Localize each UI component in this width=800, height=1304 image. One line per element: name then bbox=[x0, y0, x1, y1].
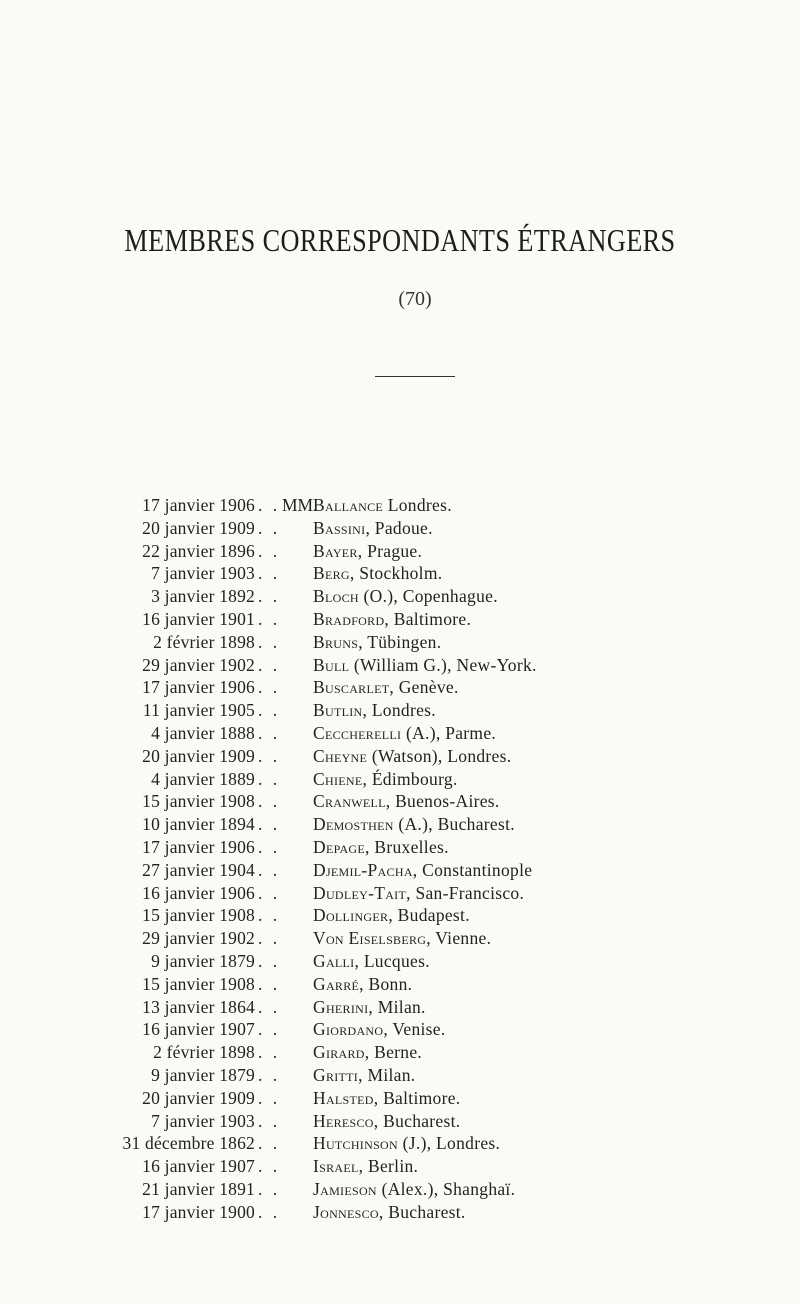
member-location: , San-Francisco. bbox=[406, 882, 525, 903]
member-entry bbox=[313, 1087, 460, 1110]
member-entry bbox=[313, 768, 458, 791]
member-entry bbox=[313, 699, 436, 722]
member-location: , Genève. bbox=[389, 677, 459, 698]
member-date: 7 janvier 1903 bbox=[151, 563, 255, 584]
member-entry bbox=[313, 562, 442, 585]
member-surname: Cranwell bbox=[313, 791, 386, 812]
member-entry bbox=[313, 859, 532, 882]
member-date: 10 janvier 1894 bbox=[142, 814, 255, 835]
member-surname: Ceccherelli bbox=[313, 722, 402, 743]
member-location: , Bruxelles. bbox=[365, 836, 449, 857]
member-surname: Girard bbox=[313, 1042, 365, 1063]
leader-dots: . . bbox=[258, 540, 281, 561]
member-date: 3 janvier 1892 bbox=[151, 586, 255, 607]
leader-dots: . . bbox=[258, 1042, 281, 1063]
member-location: , Bucharest. bbox=[373, 1110, 461, 1131]
member-surname: Berg bbox=[313, 563, 350, 584]
member-location: (O.), Copenhague. bbox=[358, 586, 498, 607]
leader-dots: . . bbox=[258, 1156, 281, 1177]
leader-dots: . . bbox=[258, 563, 281, 584]
list-item bbox=[0, 973, 800, 996]
member-date: 17 janvier 1900 bbox=[142, 1201, 255, 1222]
member-entry bbox=[313, 1041, 422, 1064]
member-surname: Dollinger bbox=[313, 905, 389, 926]
member-date: 16 janvier 1907 bbox=[142, 1156, 255, 1177]
leader-dots: . . bbox=[258, 882, 281, 903]
member-date: 4 janvier 1889 bbox=[151, 768, 255, 789]
member-surname: Demosthen bbox=[313, 814, 394, 835]
member-location: , Milan. bbox=[368, 996, 426, 1017]
list-item bbox=[0, 1155, 800, 1178]
list-item bbox=[0, 1018, 800, 1041]
member-location: , Lucques. bbox=[354, 950, 430, 971]
member-date: 20 janvier 1909 bbox=[142, 1087, 255, 1108]
leader-dots: . . bbox=[258, 814, 281, 835]
member-entry bbox=[313, 790, 500, 813]
member-entry bbox=[313, 1178, 515, 1201]
leader-dots: . . bbox=[258, 973, 281, 994]
leader-dots: . . bbox=[258, 1178, 281, 1199]
leader-dots: . . bbox=[258, 608, 281, 629]
list-item bbox=[0, 494, 800, 517]
member-surname: Ballance bbox=[313, 495, 384, 515]
member-location: , Berlin. bbox=[358, 1156, 419, 1177]
member-surname: Bloch bbox=[313, 586, 359, 607]
member-surname: Bruns bbox=[313, 631, 359, 652]
list-item bbox=[0, 927, 800, 950]
member-surname: Chiene bbox=[313, 768, 363, 789]
leader-dots: . . bbox=[258, 745, 281, 766]
member-location: (Alex.), Shanghaï. bbox=[376, 1178, 516, 1199]
member-date: 16 janvier 1901 bbox=[142, 608, 255, 629]
member-entry bbox=[313, 927, 491, 950]
member-surname: Jamieson bbox=[313, 1178, 377, 1199]
list-item bbox=[0, 654, 800, 677]
member-surname: Garré bbox=[313, 973, 360, 994]
list-item bbox=[0, 996, 800, 1019]
leader-dots: . . bbox=[258, 950, 281, 971]
member-entry bbox=[313, 745, 511, 768]
member-surname: Galli bbox=[313, 950, 355, 971]
member-surname: Butlin bbox=[313, 700, 363, 721]
member-date: 15 janvier 1908 bbox=[142, 905, 255, 926]
list-item bbox=[0, 790, 800, 813]
list-item bbox=[0, 585, 800, 608]
member-date: 16 janvier 1906 bbox=[142, 882, 255, 903]
member-location: , Berne. bbox=[364, 1042, 423, 1063]
list-item bbox=[0, 1110, 800, 1133]
list-item bbox=[0, 1132, 800, 1155]
member-date: 15 janvier 1908 bbox=[142, 791, 255, 812]
member-date: 17 janvier 1906 bbox=[142, 677, 255, 698]
member-surname: Heresco bbox=[313, 1110, 374, 1131]
member-date: 29 janvier 1902 bbox=[142, 928, 255, 949]
member-surname: Bull bbox=[313, 654, 350, 675]
list-item bbox=[0, 1064, 800, 1087]
list-item bbox=[0, 859, 800, 882]
leader-dots: . . bbox=[258, 996, 281, 1017]
member-location: , Constantinople bbox=[412, 859, 533, 880]
member-entry bbox=[313, 973, 412, 996]
member-entry bbox=[313, 654, 537, 677]
member-entry bbox=[313, 1155, 418, 1178]
member-date: 2 février 1898 bbox=[153, 1042, 255, 1063]
member-date: 22 janvier 1896 bbox=[142, 540, 255, 561]
member-location: (A.), Parme. bbox=[401, 722, 497, 743]
member-surname: Djemil-Pacha bbox=[313, 859, 413, 880]
member-location: , Édimbourg. bbox=[362, 768, 458, 789]
member-location: (A.), Bucharest. bbox=[393, 814, 515, 835]
member-surname: Cheyne bbox=[313, 745, 368, 766]
member-location: , Vienne. bbox=[426, 928, 492, 949]
member-date: 4 janvier 1888 bbox=[151, 722, 255, 743]
list-item bbox=[0, 1087, 800, 1110]
leader-dots: . . bbox=[258, 836, 281, 857]
list-item bbox=[0, 1041, 800, 1064]
member-location: , Budapest. bbox=[388, 905, 470, 926]
member-location: , Tübingen. bbox=[358, 631, 442, 652]
member-entry bbox=[313, 1110, 460, 1133]
member-entry bbox=[313, 585, 498, 608]
member-entry bbox=[313, 1201, 466, 1224]
member-entry bbox=[313, 494, 452, 517]
member-entry bbox=[313, 1018, 446, 1041]
member-entry bbox=[313, 904, 470, 927]
list-item bbox=[0, 1201, 800, 1224]
member-date: 21 janvier 1891 bbox=[142, 1178, 255, 1199]
leader-dots: . . bbox=[258, 1133, 281, 1154]
member-location: (Watson), Londres. bbox=[367, 745, 512, 766]
leader-dots: . . bbox=[258, 722, 281, 743]
member-surname: Halsted bbox=[313, 1087, 374, 1108]
member-entry bbox=[313, 882, 524, 905]
member-date: 2 février 1898 bbox=[153, 631, 255, 652]
list-item bbox=[0, 768, 800, 791]
divider bbox=[375, 376, 455, 377]
list-item bbox=[0, 722, 800, 745]
member-date: 31 décembre 1862 bbox=[122, 1133, 255, 1154]
member-entry bbox=[313, 836, 449, 859]
member-date: 29 janvier 1902 bbox=[142, 654, 255, 675]
list-item bbox=[0, 745, 800, 768]
member-location: , Baltimore. bbox=[384, 608, 472, 629]
member-entry bbox=[313, 676, 459, 699]
member-surname: Bayer bbox=[313, 540, 358, 561]
member-surname: Israel bbox=[313, 1156, 359, 1177]
leader-dots: . . bbox=[258, 654, 281, 675]
list-item bbox=[0, 836, 800, 859]
member-location: (William G.), New-York. bbox=[349, 654, 537, 675]
member-location: , Padoue. bbox=[365, 517, 433, 538]
leader-dots: . . bbox=[258, 1201, 281, 1222]
leader-dots: . . bbox=[258, 677, 281, 698]
list-item bbox=[0, 631, 800, 654]
member-entry bbox=[313, 722, 496, 745]
member-surname: Gritti bbox=[313, 1064, 359, 1085]
member-date: 16 janvier 1907 bbox=[142, 1019, 255, 1040]
member-count: (70) bbox=[398, 288, 432, 310]
member-surname: Dudley-Tait bbox=[313, 882, 407, 903]
member-entry bbox=[313, 608, 471, 631]
member-surname: Gherini bbox=[313, 996, 369, 1017]
member-surname: Bassini bbox=[313, 517, 366, 538]
leader-dots: . . bbox=[258, 1087, 281, 1108]
list-item bbox=[0, 562, 800, 585]
member-surname: Depage bbox=[313, 836, 366, 857]
member-location: , Stockholm. bbox=[349, 563, 443, 584]
leader-dots: . . bbox=[258, 928, 281, 949]
member-surname: Jonnesco bbox=[313, 1201, 379, 1222]
list-item bbox=[0, 882, 800, 905]
list-item bbox=[0, 676, 800, 699]
member-location: , Milan. bbox=[358, 1064, 416, 1085]
member-location: , Venise. bbox=[383, 1019, 446, 1040]
member-entry bbox=[313, 540, 422, 563]
member-location: (J.), Londres. bbox=[397, 1133, 501, 1154]
leader-dots: . . bbox=[258, 586, 281, 607]
leader-dots: . . bbox=[258, 859, 281, 880]
list-item bbox=[0, 540, 800, 563]
member-date: 7 janvier 1903 bbox=[151, 1110, 255, 1131]
member-entry bbox=[313, 996, 426, 1019]
member-location: , Bonn. bbox=[359, 973, 413, 994]
leader-dots: . . bbox=[258, 495, 281, 515]
leader-dots: . . bbox=[258, 1110, 281, 1131]
member-location: , Londres. bbox=[362, 700, 436, 721]
leader-dots: . . bbox=[258, 1064, 281, 1085]
member-entry bbox=[313, 631, 441, 654]
member-entry bbox=[313, 813, 515, 836]
member-date: 9 janvier 1879 bbox=[151, 1064, 255, 1085]
leader-dots: . . bbox=[258, 1019, 281, 1040]
member-entry bbox=[313, 517, 433, 540]
member-location: , Buenos-Aires. bbox=[385, 791, 500, 812]
member-entry bbox=[313, 1132, 500, 1155]
member-date: 17 janvier 1906 bbox=[142, 836, 255, 857]
list-item bbox=[0, 1178, 800, 1201]
honorific-prefix: MM. bbox=[282, 495, 318, 515]
leader-dots: . . bbox=[258, 905, 281, 926]
member-entry bbox=[313, 1064, 415, 1087]
leader-dots: . . bbox=[258, 791, 281, 812]
list-item bbox=[0, 813, 800, 836]
member-date: 20 janvier 1909 bbox=[142, 745, 255, 766]
member-list bbox=[0, 494, 800, 1224]
member-date: 20 janvier 1909 bbox=[142, 517, 255, 538]
member-surname: Buscarlet bbox=[313, 677, 390, 698]
member-date: 17 janvier 1906 bbox=[142, 495, 255, 515]
leader-dots: . . bbox=[258, 700, 281, 721]
member-location: Londres. bbox=[383, 495, 452, 515]
member-date: 13 janvier 1864 bbox=[142, 996, 255, 1017]
member-surname: Bradford bbox=[313, 608, 385, 629]
list-item bbox=[0, 950, 800, 973]
list-item bbox=[0, 608, 800, 631]
member-surname: Giordano bbox=[313, 1019, 384, 1040]
member-surname: Hutchinson bbox=[313, 1133, 398, 1154]
leader-dots: . . bbox=[258, 768, 281, 789]
member-location: , Bucharest. bbox=[378, 1201, 466, 1222]
member-location: , Prague. bbox=[357, 540, 423, 561]
member-entry bbox=[313, 950, 430, 973]
leader-dots: . . bbox=[258, 631, 281, 652]
member-date: 27 janvier 1904 bbox=[142, 859, 255, 880]
member-surname: Von Eiselsberg bbox=[313, 928, 427, 949]
leader-dots: . . bbox=[258, 517, 281, 538]
member-date: 9 janvier 1879 bbox=[151, 950, 255, 971]
list-item bbox=[0, 699, 800, 722]
list-item bbox=[0, 517, 800, 540]
page-title: MEMBRES CORRESPONDANTS ÉTRANGERS bbox=[124, 222, 676, 258]
member-date: 15 janvier 1908 bbox=[142, 973, 255, 994]
list-item bbox=[0, 904, 800, 927]
member-date: 11 janvier 1905 bbox=[142, 700, 255, 721]
member-location: , Baltimore. bbox=[373, 1087, 461, 1108]
